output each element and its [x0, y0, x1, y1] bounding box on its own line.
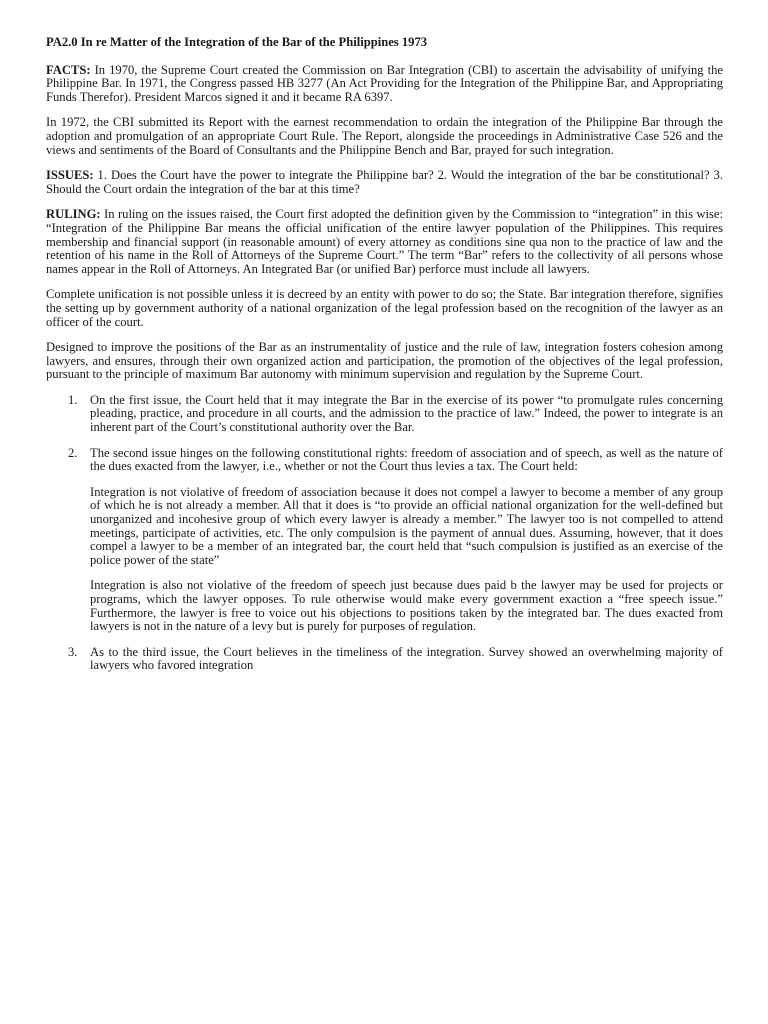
ruling-list — [46, 394, 723, 673]
ruling-text: In ruling on the issues raised, the Court first adopted the definition given by the Commission to “integration” in this wise: “Integration of the Philippine Bar means the official unification of the entire lawyer population of the Philippines. This requires membership and financial support (in reasonable amount) of every attorney as conditions sine qua non to the practice of law and the retention of his name in the Roll of Attorneys of the Supreme Court.” The term “Bar” refers to the collectivity of all persons whose names appear in the Roll of Attorneys. An Integrated Bar (or unified Bar) perforce must include all lawyers. — [46, 207, 723, 276]
issues-paragraph — [46, 169, 723, 196]
facts-paragraph — [46, 64, 723, 105]
list-item-paragraph: Integration is also not violative of the freedom of speech just because dues paid b the lawyer may be used for projects or programs, which the lawyer opposes. To rule otherwise would make every government exaction a “free speech issue.” Furthermore, the lawyer is free to voice out his objections to positions taken by the integrated bar. The dues exacted from lawyers is not in the nature of a levy but is purely for purposes of regulation. — [90, 578, 723, 634]
designed-paragraph: Designed to improve the positions of the Bar as an instrumentality of justice and the rule of law, integration fosters cohesion among lawyers, and ensures, through their own organized action and participation, the promotion of the objectives of the legal profession, pursuant to the principle of maximum Bar autonomy with minimum supervision and regulation by the Supreme Court. — [46, 340, 723, 382]
facts-text: In 1970, the Supreme Court created the Commission on Bar Integration (CBI) to ascertain the advisability of unifying the Philippine Bar. In 1971, the Congress passed HB 3277 (An Act Providing for the Integration of the Philippine Bar, and Appropriating Funds Therefor). President Marcos signed it and it became RA 6397. — [46, 62, 723, 104]
document-page — [46, 36, 723, 685]
unification-paragraph: Complete unification is not possible unless it is decreed by an entity with power to do so; the State. Bar integration therefore, signifies the setting up by government authority of a national organization of the legal profession based on the recognition of the lawyer as an officer of the court. — [46, 287, 723, 329]
list-item-number: 2. — [68, 445, 78, 460]
document-title: PA2.0 In re Matter of the Integration of the Bar of the Philippines 1973 — [46, 35, 428, 49]
list-item-number: 3. — [68, 644, 78, 659]
facts-paragraph-2: In 1972, the CBI submitted its Report with the earnest recommendation to ordain the integration of the Philippine Bar through the adoption and promulgation of an appropriate Court Rule. The Report, alongside the proceedings in Administrative Case 526 and the views and sentiments of the Board of Consultants and the Philippine Bench and Bar, prayed for such integration. — [46, 115, 723, 157]
list-item-paragraph: As to the third issue, the Court believes in the timeliness of the integration. Survey showed an overwhelming majority of lawyers who favored integration — [90, 644, 723, 673]
issues-text: 1. Does the Court have the power to integrate the Philippine bar? 2. Would the integration of the bar be constitutional? 3. Should the Court ordain the integration of the bar at this time? — [46, 168, 723, 196]
list-item-paragraph: On the first issue, the Court held that it may integrate the Bar in the exercise of its power “to promulgate rules concerning pleading, practice, and procedure in all courts, and the admission to the practice of law.” Indeed, the power to integrate is an inherent part of the Court’s constitutional authority over the Bar. — [90, 392, 723, 435]
ruling-label: RULING: — [46, 207, 101, 222]
list-item-paragraph: Integration is not violative of freedom of association because it does not compel a lawyer to become a member of any group of which he is not already a member. All that it does is “to provide an official national organization for the well-defined but unorganized and incohesive group of which every lawyer is already a member.” The lawyer too is not compelled to attend meetings, participate of activities, etc. The only compulsion is the payment of annual dues. Assuming, however, that it does compel a lawyer to be a member of an integrated bar, the court held that “such compulsion is justified as an exercise of the police power of the state” — [90, 484, 723, 567]
issues-label: ISSUES: — [46, 168, 94, 183]
ruling-paragraph — [46, 208, 723, 276]
list-item — [46, 447, 723, 634]
facts-label: FACTS: — [46, 62, 91, 77]
list-item — [46, 394, 723, 435]
list-item — [46, 646, 723, 673]
list-item-number: 1. — [68, 392, 78, 407]
list-item-paragraph: The second issue hinges on the following constitutional rights: freedom of association and of speech, as well as the nature of the dues exacted from the lawyer, i.e., whether or not the Court thus levies a tax. The Court held: — [90, 445, 723, 474]
